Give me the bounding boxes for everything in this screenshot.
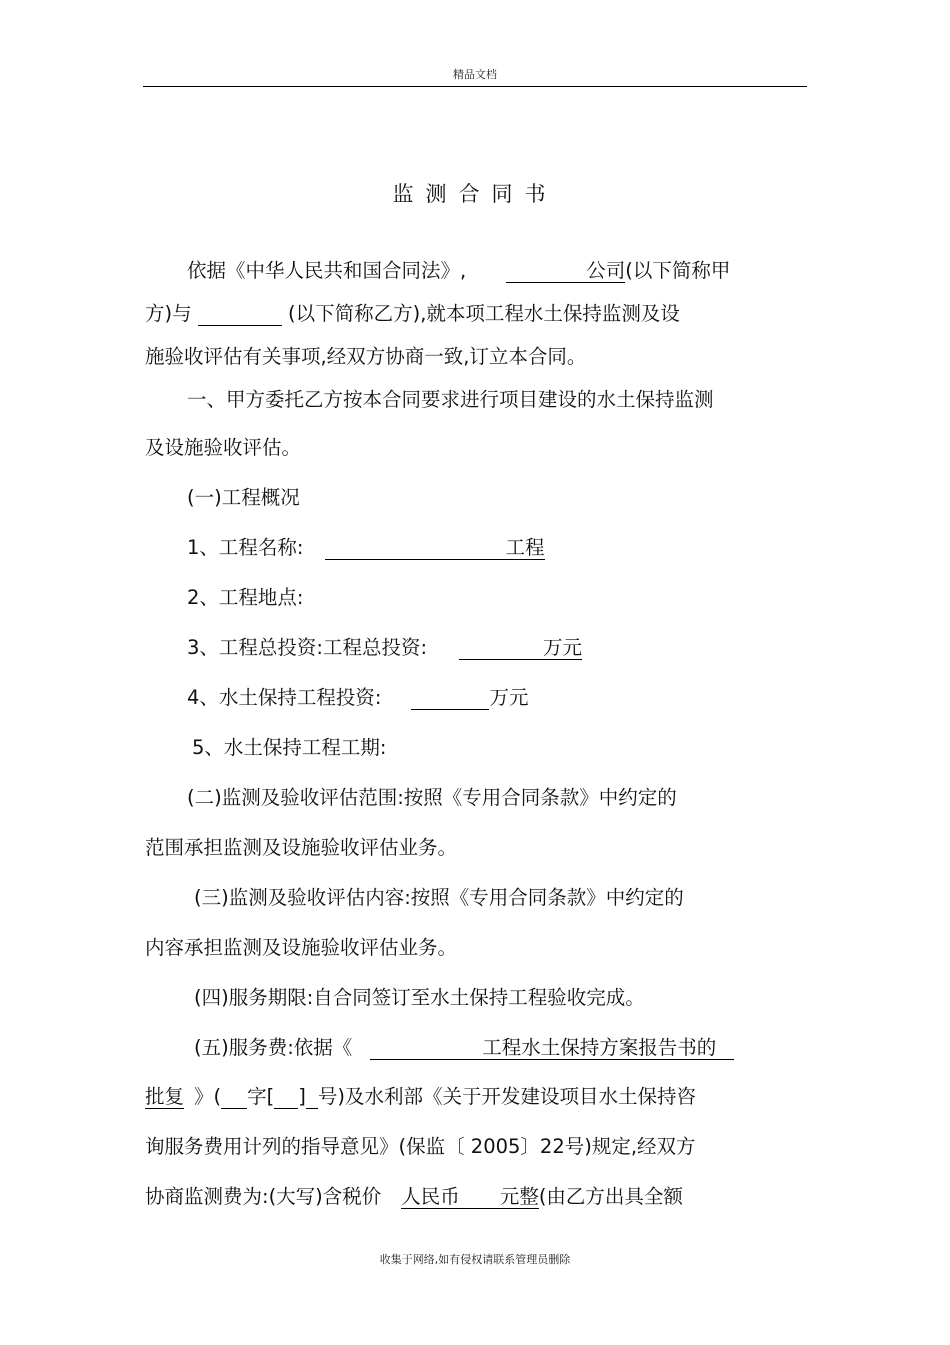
total-investment-label: 3、工程总投资:工程总投资:: [187, 636, 428, 659]
conservation-investment-label: 4、水土保持工程投资:: [187, 686, 382, 709]
service-fee-text-f: 协商监测费为:(大写)含税价: [145, 1185, 382, 1208]
construction-period-line: 5、水土保持工程工期:: [192, 736, 387, 759]
approval-text: 批复: [145, 1085, 185, 1108]
section-heading-overview: (一)工程概况: [187, 486, 300, 509]
service-fee-line-2: [145, 1083, 696, 1111]
service-fee-line-1: [194, 1034, 734, 1062]
doc-char-blank: [221, 1086, 247, 1109]
service-fee-text-b: 》(: [194, 1085, 222, 1108]
page-footer: 收集于网络,如有侵权请联系管理员删除: [379, 1253, 571, 1266]
paragraph-line-4: 一、甲方委托乙方按本合同要求进行项目建设的水土保持监测: [187, 388, 714, 411]
paragraph-service-period: (四)服务期限:自合同签订至水土保持工程验收完成。: [194, 986, 645, 1009]
fee-amount-blank: [401, 1186, 539, 1209]
project-location-line: 2、工程地点:: [187, 586, 304, 609]
paragraph-line-5: 及设施验收评估。: [145, 436, 302, 459]
service-fee-text-g: (由乙方出具全额: [538, 1185, 683, 1208]
service-fee-line-4: [145, 1183, 683, 1211]
report-name-blank: 工程水土保持方案报告书的: [370, 1037, 734, 1060]
conservation-investment-blank: [411, 687, 489, 710]
paragraph-content-line-1: (三)监测及验收评估内容:按照《专用合同条款》中约定的: [194, 886, 684, 909]
page-header: 精品文档: [453, 68, 497, 81]
service-fee-text-a: (五)服务费:依据《: [194, 1036, 353, 1059]
service-fee-text-e: 号)及水利部《关于开发建设项目水土保持咨: [317, 1085, 696, 1108]
doc-number-blank: [306, 1086, 318, 1109]
line-2-text-a: 方)与: [145, 302, 192, 325]
paragraph-line-3: 施验收评估有关事项,经双方协商一致,订立本合同。: [145, 345, 587, 368]
company-a-blank: 公司: [506, 260, 625, 283]
paragraph-content-line-2: 内容承担监测及设施验收评估业务。: [145, 936, 458, 959]
service-fee-line-3: 询服务费用计列的指导意见》(保监〔 2005〕22号)规定,经双方: [145, 1135, 696, 1158]
conservation-investment-line: [187, 684, 529, 712]
paragraph-scope-line-1: (二)监测及验收评估范围:按照《专用合同条款》中约定的: [187, 786, 677, 809]
paragraph-line-2: [145, 300, 680, 328]
total-investment-line: [187, 634, 582, 662]
line-1-text-c: (以下简称甲: [625, 259, 731, 282]
line-1-text-a: 依据《中华人民共和国合同法》,: [187, 259, 467, 282]
project-name-label: 1、工程名称:: [187, 536, 304, 559]
service-fee-text-c: 字[: [247, 1085, 275, 1108]
fee-unit: 元整: [499, 1185, 539, 1208]
line-2-text-c: (以下简称乙方),就本项工程水土保持监测及设: [288, 302, 680, 325]
project-name-blank: 工程: [325, 537, 544, 560]
fee-currency: 人民币: [401, 1185, 460, 1208]
document-title: 监测合同书: [392, 182, 558, 206]
party-b-blank: [198, 303, 282, 326]
conservation-investment-unit: 万元: [489, 686, 529, 709]
paragraph-line-1: [187, 257, 730, 285]
doc-year-blank: [274, 1086, 298, 1109]
total-investment-blank: 万元: [459, 637, 582, 660]
project-name-line: [187, 534, 545, 562]
header-rule: [143, 86, 807, 87]
service-fee-text-d: ]: [298, 1085, 306, 1108]
paragraph-scope-line-2: 范围承担监测及设施验收评估业务。: [145, 836, 458, 859]
